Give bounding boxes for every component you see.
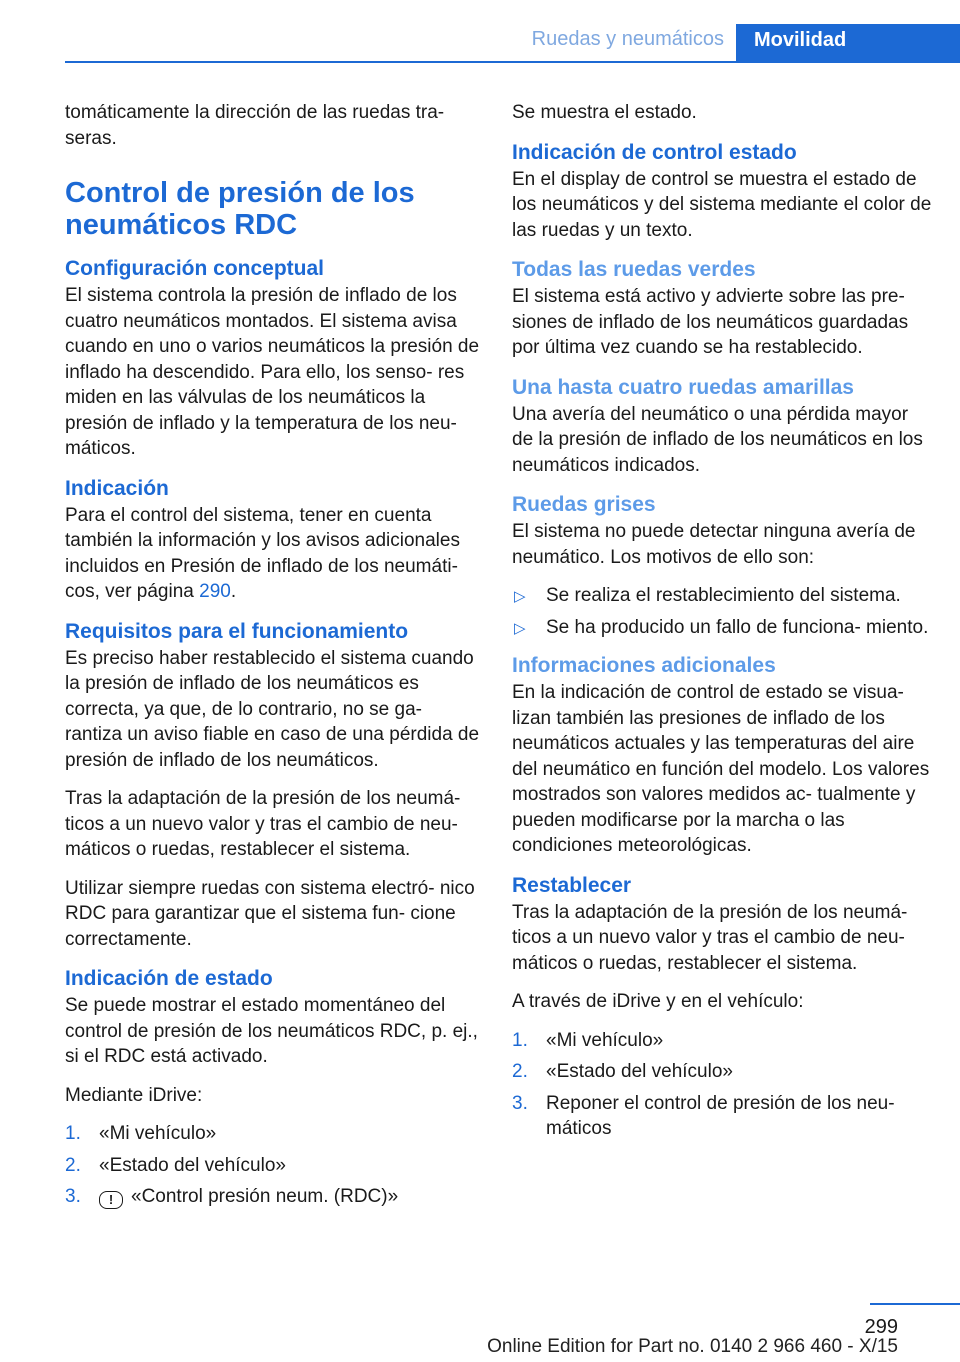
- left-column: [65, 100, 480, 1222]
- concept-text: El sistema controla la presión de inflado de los cuatro neumáticos montados. El sistema avisa cuando en uno o varios neumáticos la presión de inflado ha descendido. Para ello, los senso‐ res miden en las válvulas de los neumáticos la presión de inflado y la temperatura de los neu‐ máticos.: [65, 285, 480, 459]
- page-reference-link[interactable]: 290: [199, 581, 231, 602]
- list-item: [65, 1121, 480, 1147]
- triangle-right-icon: ▷: [514, 619, 526, 637]
- yellow-wheels-heading: Una hasta cuatro ruedas amarillas: [512, 375, 854, 399]
- list-item: [512, 1091, 932, 1142]
- header-section-title: Ruedas y neumáticos: [531, 28, 724, 50]
- page-header: [65, 0, 960, 63]
- page-number: 299: [864, 1316, 898, 1338]
- green-wheels-text: El sistema está activo y advierte sobre las pre‐ siones de inflado de los neumáticos guardadas por última vez cuando se ha restablecido.: [512, 286, 909, 358]
- list-item: [512, 1028, 932, 1054]
- reset-idrive-label: A través de iDrive y en el vehículo:: [512, 991, 804, 1012]
- step-number: 3.: [512, 1092, 528, 1114]
- reason-text: Se ha producido un fallo de funciona‐ miento.: [546, 616, 929, 638]
- step-number: 2.: [65, 1154, 81, 1176]
- grey-wheels-reasons: [512, 583, 932, 640]
- info-heading: Informaciones adicionales: [512, 654, 776, 677]
- status-shown-text: Se muestra el estado.: [512, 102, 697, 123]
- header-chapter-tab: [736, 24, 960, 62]
- concept-heading: Configuración conceptual: [65, 257, 325, 280]
- tire-pressure-warning-icon: !: [99, 1191, 123, 1209]
- step-number: 1.: [512, 1029, 528, 1051]
- triangle-right-icon: ▷: [514, 588, 526, 605]
- requirements-text-3: Utilizar siempre ruedas con sistema electró‐ nico RDC para garantizar que el sistema fun‐ cione correctamente.: [65, 877, 475, 950]
- header-chapter-label: Movilidad: [754, 29, 847, 51]
- list-item: [512, 583, 932, 609]
- edition-footer: Online Edition for Part no. 0140 2 966 460 - X/15: [487, 1336, 898, 1357]
- step-text: «Mi vehículo»: [546, 1029, 664, 1051]
- step-text: Reponer el control de presión de los neu‐ máticos: [546, 1092, 895, 1139]
- step-text: «Control presión neum. (RDC)»: [131, 1186, 399, 1207]
- yellow-wheels-text: Una avería del neumático o una pérdida mayor de la presión de inflado de los neumáticos en los neumáticos indicados.: [512, 403, 923, 476]
- step-number: 3.: [65, 1186, 81, 1207]
- list-item: [512, 1059, 932, 1085]
- green-wheels-heading: Todas las ruedas verdes: [512, 258, 756, 281]
- intro-text: tomáticamente la dirección de las ruedas tra‐ seras.: [65, 102, 445, 149]
- header-rule: [65, 61, 960, 63]
- reset-text: Tras la adaptación de la presión de los neumá‐ ticos a un nuevo valor y tras el cambio de neu‐ máticos o ruedas, restablecer el sistema.: [512, 901, 908, 974]
- control-heading: Indicación de control estado: [512, 140, 797, 164]
- footer-rule: [870, 1303, 960, 1305]
- indication-text: [65, 503, 480, 605]
- control-text: En el display de control se muestra el estado de los neumáticos y del sistema mediante el color de las ruedas y un texto.: [512, 168, 932, 241]
- step-number: 2.: [512, 1061, 528, 1082]
- info-text: En la indicación de control de estado se visua‐ lizan también las presiones de inflado de los neumáticos actuales y las temperaturas del aire del neumático en función del modelo. Los valores mostrados son valores medidos ac‐ tualmente y pueden modificarse por la marcha o las condiciones meteorológicas.: [512, 682, 930, 856]
- requirements-text-1: Es preciso haber restablecido el sistema cuando la presión de inflado de los neumáticos es correcta, ya que, de lo contrario, no se ga‐ rantiza un aviso fiable en caso de una pérdida de presión de inflado de los neumáticos.: [65, 647, 480, 771]
- right-column: [512, 100, 932, 1154]
- status-heading: Indicación de estado: [65, 967, 273, 990]
- requirements-heading: Requisitos para el funcionamiento: [65, 619, 409, 643]
- list-item: [512, 615, 932, 641]
- step-text: «Mi vehículo»: [99, 1123, 217, 1144]
- step-text: «Estado del vehículo»: [99, 1154, 286, 1176]
- indication-text-after: .: [230, 581, 237, 602]
- indication-heading: Indicación: [65, 476, 169, 500]
- step-number: 1.: [65, 1123, 81, 1144]
- idrive-label: Mediante iDrive:: [65, 1084, 203, 1106]
- grey-wheels-text: El sistema no puede detectar ninguna avería de neumático. Los motivos de ello son:: [512, 521, 916, 568]
- reason-text: Se realiza el restablecimiento del sistema.: [546, 585, 901, 606]
- status-steps-list: [65, 1121, 480, 1210]
- status-text: Se puede mostrar el estado momentáneo del control de presión de los neumáticos RDC, p. ej., si el RDC está activado.: [65, 995, 478, 1067]
- reset-heading: Restablecer: [512, 873, 632, 897]
- indication-text-before: Para el control del sistema, tener en cuenta también la información y los avisos adicionales incluidos en Presión de inflado de los neumáti‐ cos, ver página: [65, 504, 460, 602]
- reset-steps-list: [512, 1028, 932, 1142]
- grey-wheels-heading: Ruedas grises: [512, 493, 656, 516]
- list-item: [65, 1184, 480, 1210]
- section-title: Control de presión de los neumáticos RDC: [65, 177, 415, 241]
- step-text: «Estado del vehículo»: [546, 1061, 733, 1082]
- list-item: [65, 1153, 480, 1179]
- requirements-text-2: Tras la adaptación de la presión de los neumá‐ ticos a un nuevo valor y tras el cambio de neu‐ máticos o ruedas, restablecer el sistema.: [65, 788, 461, 860]
